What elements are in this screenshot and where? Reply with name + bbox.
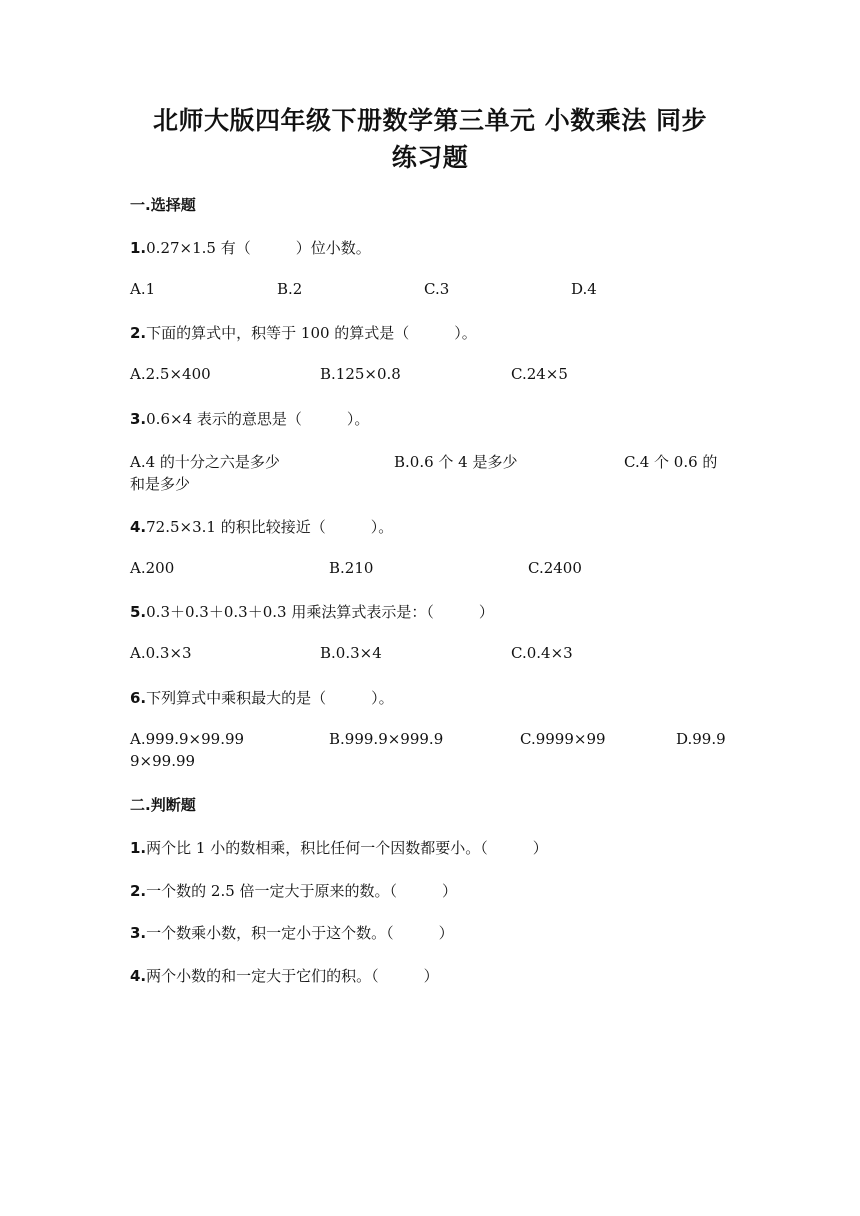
- option-continuation: 9×99.99: [130, 752, 196, 770]
- judge-question-1: [130, 837, 548, 858]
- question-text: 72.5×3.1 的积比较接近（ ）。: [146, 518, 394, 536]
- question-number: 1.: [130, 239, 147, 257]
- choice-question-1: [130, 237, 371, 258]
- question-text: 两个比 1 小的数相乘，积比任何一个因数都要小。（ ）: [146, 839, 548, 857]
- page-title: [0, 102, 860, 176]
- question-number: 5.: [130, 603, 147, 621]
- question-text: 下列算式中乘积最大的是（ ）。: [146, 689, 394, 707]
- option-a: A.1: [130, 280, 156, 298]
- question-number: 3.: [130, 924, 147, 942]
- option-continuation: 和是多少: [130, 475, 191, 493]
- option-b: B.210: [329, 559, 374, 577]
- option-d: D.99.9: [676, 730, 726, 748]
- option-b: B.125×0.8: [320, 365, 401, 383]
- question-number: 4.: [130, 967, 147, 985]
- question-text: 0.3＋0.3＋0.3＋0.3 用乘法算式表示是：（ ）: [146, 603, 494, 621]
- judge-question-3: [130, 922, 454, 943]
- question-number: 4.: [130, 518, 147, 536]
- option-b: B.0.6 个 4 是多少: [394, 453, 518, 471]
- question-text: 下面的算式中，积等于 100 的算式是（ ）。: [146, 324, 477, 342]
- option-d: D.4: [571, 280, 597, 298]
- question-text: 0.27×1.5 有（ ）位小数。: [146, 239, 371, 257]
- choice-question-4: [130, 516, 393, 537]
- option-a: A.999.9×99.99: [130, 730, 245, 748]
- option-c: C.3: [424, 280, 450, 298]
- choice-question-2: [130, 322, 477, 343]
- question-number: 3.: [130, 410, 147, 428]
- question-text: 一个数的 2.5 倍一定大于原来的数。（ ）: [146, 882, 458, 900]
- question-text: 两个小数的和一定大于它们的积。（ ）: [146, 967, 439, 985]
- option-c: C.0.4×3: [511, 644, 573, 662]
- question-text: 0.6×4 表示的意思是（ ）。: [146, 410, 370, 428]
- question-number: 2.: [130, 882, 147, 900]
- option-a: A.2.5×400: [130, 365, 211, 383]
- judge-question-4: [130, 965, 439, 986]
- option-b: B.0.3×4: [320, 644, 382, 662]
- judge-question-2: [130, 880, 457, 901]
- option-c: C.2400: [528, 559, 582, 577]
- choice-question-3: [130, 408, 369, 429]
- option-a: A.0.3×3: [130, 644, 192, 662]
- title-line-2: 练习题: [391, 143, 469, 172]
- choice-question-6: [130, 687, 394, 708]
- question-number: 2.: [130, 324, 147, 342]
- question-text: 一个数乘小数，积一定小于这个数。（ ）: [146, 924, 454, 942]
- question-number: 6.: [130, 689, 147, 707]
- question-number: 1.: [130, 839, 147, 857]
- option-c: C.24×5: [511, 365, 568, 383]
- option-a: A.4 的十分之六是多少: [130, 453, 280, 471]
- section-heading-choice: 一.选择题: [130, 196, 196, 214]
- option-c: C.9999×99: [520, 730, 606, 748]
- title-line-1: 北师大版四年级下册数学第三单元 小数乘法 同步: [153, 106, 707, 135]
- option-b: B.2: [277, 280, 303, 298]
- option-a: A.200: [130, 559, 175, 577]
- option-c: C.4 个 0.6 的: [624, 453, 718, 471]
- option-b: B.999.9×999.9: [329, 730, 444, 748]
- choice-question-5: [130, 601, 494, 622]
- section-heading-judge: 二.判断题: [130, 796, 196, 814]
